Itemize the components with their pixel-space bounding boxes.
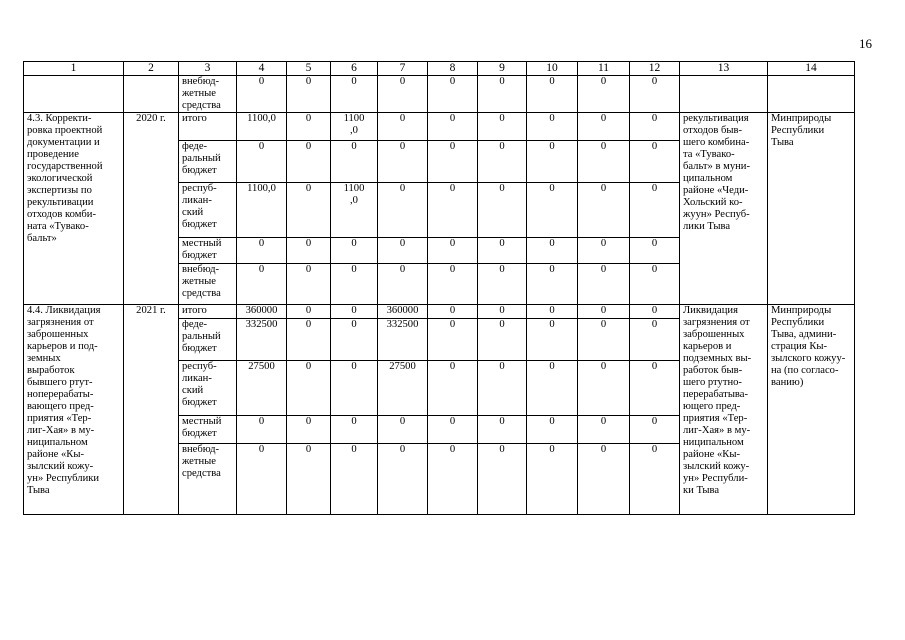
amount-cell: 0 xyxy=(428,319,478,361)
amount-cell: 0 xyxy=(378,76,428,113)
amount-cell: 0 xyxy=(478,319,527,361)
amount-cell: 0 xyxy=(578,319,630,361)
result-cell-empty xyxy=(680,76,768,113)
budget-table xyxy=(23,61,855,515)
amount-cell: 0 xyxy=(630,305,680,319)
amount-cell: 0 xyxy=(331,444,378,515)
amount-cell: 0 xyxy=(428,264,478,305)
table-row xyxy=(24,305,855,319)
amount-cell: 0 xyxy=(478,113,527,141)
amount-cell: 360000 xyxy=(378,305,428,319)
funding-source-cell: итого xyxy=(179,113,237,141)
amount-cell: 1100,0 xyxy=(237,113,287,141)
amount-cell: 0 xyxy=(287,361,331,416)
amount-cell: 0 xyxy=(287,264,331,305)
amount-cell: 0 xyxy=(478,76,527,113)
header-cell: 2 xyxy=(124,62,179,76)
amount-cell: 0 xyxy=(578,141,630,183)
funding-source-cell: местный бюджет xyxy=(179,416,237,444)
amount-cell: 0 xyxy=(527,76,578,113)
amount-cell: 0 xyxy=(578,264,630,305)
page-number: 16 xyxy=(859,36,872,51)
header-cell: 9 xyxy=(478,62,527,76)
amount-cell: 0 xyxy=(478,183,527,238)
amount-cell: 0 xyxy=(237,264,287,305)
table-row xyxy=(24,113,855,141)
executor-cell-empty xyxy=(768,76,855,113)
header-cell: 14 xyxy=(768,62,855,76)
amount-cell: 0 xyxy=(527,444,578,515)
amount-cell: 0 xyxy=(578,238,630,264)
event-description-cell: 4.3. Корректи- ровка проектной документации и проведение государственной экологической экспертизы по рекультивации отходов комби- ната «Тувако- бальт» xyxy=(24,113,124,305)
header-cell: 5 xyxy=(287,62,331,76)
amount-cell: 0 xyxy=(331,76,378,113)
amount-cell: 0 xyxy=(237,444,287,515)
amount-cell: 0 xyxy=(527,183,578,238)
amount-cell: 27500 xyxy=(378,361,428,416)
amount-cell: 0 xyxy=(478,361,527,416)
amount-cell: 0 xyxy=(630,319,680,361)
amount-cell: 0 xyxy=(527,113,578,141)
header-cell: 7 xyxy=(378,62,428,76)
amount-cell: 0 xyxy=(331,319,378,361)
amount-cell: 0 xyxy=(630,361,680,416)
amount-cell: 0 xyxy=(331,416,378,444)
amount-cell: 0 xyxy=(428,113,478,141)
amount-cell: 0 xyxy=(287,141,331,183)
amount-cell: 0 xyxy=(287,183,331,238)
year-cell: 2020 г. xyxy=(124,113,179,305)
table-row xyxy=(24,76,855,113)
amount-cell: 0 xyxy=(428,416,478,444)
amount-cell: 1100 ,0 xyxy=(331,183,378,238)
amount-cell: 27500 xyxy=(237,361,287,416)
amount-cell: 0 xyxy=(527,361,578,416)
year-cell: 2021 г. xyxy=(124,305,179,515)
header-cell: 8 xyxy=(428,62,478,76)
funding-source-cell: итого xyxy=(179,305,237,319)
amount-cell: 0 xyxy=(331,238,378,264)
amount-cell: 0 xyxy=(478,238,527,264)
amount-cell: 0 xyxy=(428,183,478,238)
amount-cell: 0 xyxy=(527,319,578,361)
header-cell: 1 xyxy=(24,62,124,76)
funding-source-cell: феде- ральный бюджет xyxy=(179,319,237,361)
amount-cell: 0 xyxy=(578,305,630,319)
amount-cell: 0 xyxy=(378,264,428,305)
amount-cell: 0 xyxy=(527,141,578,183)
amount-cell: 0 xyxy=(237,238,287,264)
header-cell: 13 xyxy=(680,62,768,76)
table-body xyxy=(24,62,855,515)
funding-source-cell: внебюд- жетные средства xyxy=(179,76,237,113)
amount-cell: 0 xyxy=(331,141,378,183)
amount-cell: 0 xyxy=(428,238,478,264)
amount-cell: 0 xyxy=(287,238,331,264)
amount-cell: 332500 xyxy=(237,319,287,361)
amount-cell: 0 xyxy=(378,238,428,264)
amount-cell: 0 xyxy=(331,361,378,416)
amount-cell: 0 xyxy=(630,416,680,444)
amount-cell: 0 xyxy=(428,76,478,113)
amount-cell: 0 xyxy=(578,183,630,238)
header-cell: 6 xyxy=(331,62,378,76)
amount-cell: 0 xyxy=(630,76,680,113)
amount-cell: 1100 ,0 xyxy=(331,113,378,141)
amount-cell: 0 xyxy=(527,238,578,264)
funding-source-cell: внебюд- жетные средства xyxy=(179,444,237,515)
amount-cell: 0 xyxy=(378,113,428,141)
amount-cell: 0 xyxy=(287,416,331,444)
amount-cell: 0 xyxy=(578,416,630,444)
amount-cell: 0 xyxy=(578,113,630,141)
amount-cell: 0 xyxy=(237,416,287,444)
header-cell: 12 xyxy=(630,62,680,76)
header-cell: 10 xyxy=(527,62,578,76)
funding-source-cell: респуб- ликан- ский бюджет xyxy=(179,361,237,416)
amount-cell: 332500 xyxy=(378,319,428,361)
funding-source-cell: внебюд- жетные средства xyxy=(179,264,237,305)
amount-cell: 0 xyxy=(287,113,331,141)
funding-source-cell: местный бюджет xyxy=(179,238,237,264)
column-numbers-row xyxy=(24,62,855,76)
amount-cell: 0 xyxy=(578,444,630,515)
amount-cell: 0 xyxy=(527,264,578,305)
amount-cell: 0 xyxy=(378,416,428,444)
amount-cell: 0 xyxy=(527,416,578,444)
amount-cell: 0 xyxy=(428,361,478,416)
amount-cell: 0 xyxy=(378,183,428,238)
amount-cell: 0 xyxy=(478,141,527,183)
amount-cell: 0 xyxy=(428,444,478,515)
amount-cell: 0 xyxy=(237,76,287,113)
expected-result-cell: Ликвидация загрязнения от заброшенных карьеров и подземных вы- работок быв- шего ртутно- перерабатыва- ющего пред- приятия «Тер- лиг-Хая» в му- ниципальном районе «Кы- зылский кожу- ун» Республи- ки Тыва xyxy=(680,305,768,515)
amount-cell: 0 xyxy=(630,141,680,183)
amount-cell: 0 xyxy=(287,305,331,319)
amount-cell: 360000 xyxy=(237,305,287,319)
funding-source-cell: респуб- ликан- ский бюджет xyxy=(179,183,237,238)
expected-result-cell: рекультивация отходов быв- шего комбина- та «Тувако- бальт» в муни- ципальном районе «Чеди- Хольский ко- жуун» Респуб- лики Тыва xyxy=(680,113,768,305)
executor-cell: Минприроды Республики Тыва, админи- страция Кы- зылского кожуу- на (по согласо- ванию) xyxy=(768,305,855,515)
event-description-cell: 4.4. Ликвидация загрязнения от заброшенных карьеров и под- земных выработок бывшего ртут- ноперерабаты- вающего пред- приятия «Тер- лиг-Хая» в му- ниципальном районе «Кы- зылский кожу- ун» Республики Тыва xyxy=(24,305,124,515)
amount-cell: 0 xyxy=(578,361,630,416)
amount-cell: 0 xyxy=(378,444,428,515)
amount-cell: 0 xyxy=(630,238,680,264)
amount-cell: 0 xyxy=(630,113,680,141)
amount-cell: 0 xyxy=(478,444,527,515)
amount-cell: 0 xyxy=(428,305,478,319)
amount-cell: 0 xyxy=(527,305,578,319)
amount-cell: 0 xyxy=(287,319,331,361)
amount-cell: 0 xyxy=(428,141,478,183)
header-cell: 3 xyxy=(179,62,237,76)
header-cell: 4 xyxy=(237,62,287,76)
amount-cell: 0 xyxy=(331,264,378,305)
amount-cell: 0 xyxy=(630,183,680,238)
amount-cell: 0 xyxy=(478,264,527,305)
amount-cell: 0 xyxy=(478,416,527,444)
amount-cell: 0 xyxy=(630,264,680,305)
amount-cell: 1100,0 xyxy=(237,183,287,238)
amount-cell: 0 xyxy=(478,305,527,319)
amount-cell: 0 xyxy=(237,141,287,183)
event-cell-empty xyxy=(24,76,124,113)
year-cell-empty xyxy=(124,76,179,113)
executor-cell: Минприроды Республики Тыва xyxy=(768,113,855,305)
funding-source-cell: феде- ральный бюджет xyxy=(179,141,237,183)
header-cell: 11 xyxy=(578,62,630,76)
amount-cell: 0 xyxy=(287,444,331,515)
amount-cell: 0 xyxy=(578,76,630,113)
amount-cell: 0 xyxy=(630,444,680,515)
amount-cell: 0 xyxy=(287,76,331,113)
amount-cell: 0 xyxy=(378,141,428,183)
amount-cell: 0 xyxy=(331,305,378,319)
